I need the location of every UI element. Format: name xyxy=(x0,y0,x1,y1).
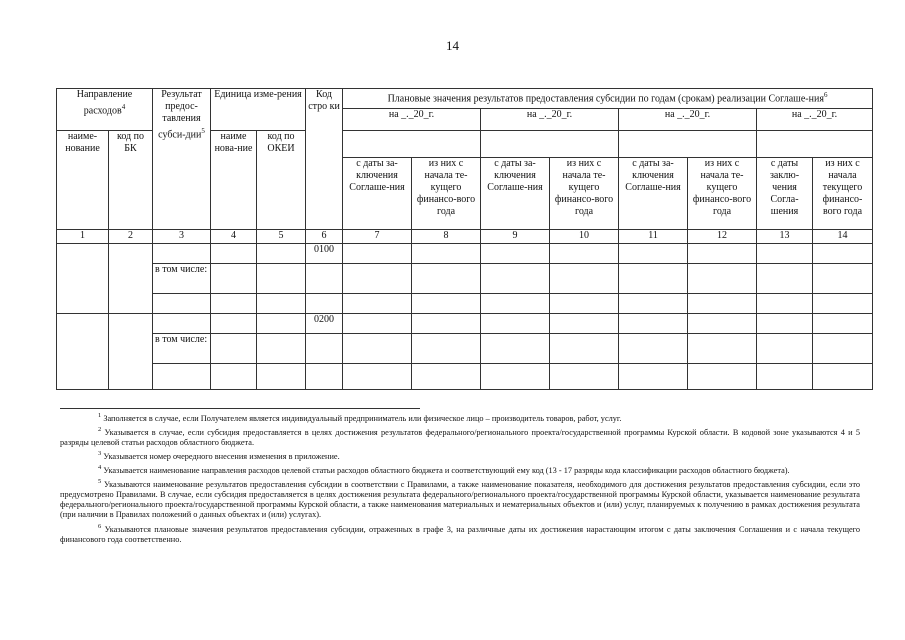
header-bk-code: код по БК xyxy=(109,131,153,230)
header-direction-name: наиме-нование xyxy=(57,131,109,230)
year-label-3: на _._20_г. xyxy=(619,109,757,131)
year-label-1: на _._20_г. xyxy=(343,109,481,131)
header-unit-name: наиме нова-ние xyxy=(211,131,257,230)
of-them-3: из них с начала те-кущего финансо-вого года xyxy=(688,158,757,230)
header-row-code: Код стро ки xyxy=(306,89,343,230)
col-num: 13 xyxy=(757,230,813,244)
col-num: 12 xyxy=(688,230,757,244)
col-num: 7 xyxy=(343,230,412,244)
of-them-1: из них с начала те-кущего финансо-вого года xyxy=(412,158,481,230)
footnote-6: $^6$ Указываются плановые значения результатов предоставления субсидии, отраженных в графе 3, на различные даты их достижения нарастающим итогом с даты заключения Соглашения и с начала текущего финансового года соответственно. xyxy=(60,522,860,544)
from-signing-4: с даты заклю-чения Согла-шения xyxy=(757,158,813,230)
of-them-4: из них с начала текущего финансо-вого года xyxy=(813,158,873,230)
row-code-0200: 0200 xyxy=(306,314,343,334)
of-them-2: из них с начала те-кущего финансо-вого года xyxy=(550,158,619,230)
header-okei-code: код по ОКЕИ xyxy=(257,131,306,230)
col-num: 8 xyxy=(412,230,481,244)
footnote-5: $^5$ Указываются наименование результатов предоставления субсидии в соответствии с Правилами, а также наименование показателя, необходимого для достижения результатов предоставления субсидии, если это предусмотрено Правилами. В случае, если субсидия предоставляется в целях достижения результата федерального/регионального проекта/государственной программы Курской области, указывается наименование результата федерального/регионального проекта/государственной программы Курской области, а также наименования материальных и нематериальных объектов и (или) услуг, планируемых к получению в рамках достижения результата (при наличии в Правилах положений о данных объектах и (или) услугах). xyxy=(60,478,860,520)
col-num: 3 xyxy=(153,230,211,244)
footnote-rule xyxy=(60,408,420,409)
col-num: 10 xyxy=(550,230,619,244)
including-label: в том числе: xyxy=(153,264,211,294)
footnote-4: $^4$ Указывается наименование направления расходов целевой статьи расходов областного бюджета и соответствующий ему код (13 - 17 разряды кода классификации расходов областного бюджета). xyxy=(98,464,790,475)
col-num: 6 xyxy=(306,230,343,244)
row-code-0100: 0100 xyxy=(306,244,343,264)
page-number: 14 xyxy=(446,38,459,53)
including-label: в том числе: xyxy=(153,334,211,364)
footnote-1: $^1$ Заполняется в случае, если Получателем является индивидуальный предприниматель или физическое лицо – производитель товаров, работ, услуг. xyxy=(98,412,622,423)
col-num: 1 xyxy=(57,230,109,244)
from-signing-1: с даты за-ключения Соглаше-ния xyxy=(343,158,412,230)
footnote-3: $^3$ Указывается номер очередного внесения изменения в приложение. xyxy=(98,450,340,461)
col-num: 5 xyxy=(257,230,306,244)
header-direction: Направление расходов$^4$ xyxy=(57,89,153,131)
from-signing-3: с даты за-ключения Соглаше-ния xyxy=(619,158,688,230)
col-num: 11 xyxy=(619,230,688,244)
col-num: 14 xyxy=(813,230,873,244)
col-num: 9 xyxy=(481,230,550,244)
year-label-4: на _._20_г. xyxy=(757,109,873,131)
col-num: 2 xyxy=(109,230,153,244)
col-num: 4 xyxy=(211,230,257,244)
year-label-2: на _._20_г. xyxy=(481,109,619,131)
from-signing-2: с даты за-ключения Соглаше-ния xyxy=(481,158,550,230)
footnotes xyxy=(60,408,860,546)
header-result: Результат предос-тавления субси-дии$^5$ xyxy=(153,89,211,230)
subsidy-results-table xyxy=(56,88,873,390)
footnote-2: $^2$ Указывается в случае, если субсидия предоставляется в целях достижения результатов федерального/регионального проекта/государственной программы Курской области. В кодовой зоне указываются 4 и 5 разряды целевой статьи расходов областного бюджета. xyxy=(60,425,861,447)
header-unit: Единица изме-рения xyxy=(211,89,306,131)
header-planned-values: Плановые значения результатов предоставления субсидии по годам (срокам) реализации Соглаше-ния$^6$ xyxy=(343,89,873,109)
